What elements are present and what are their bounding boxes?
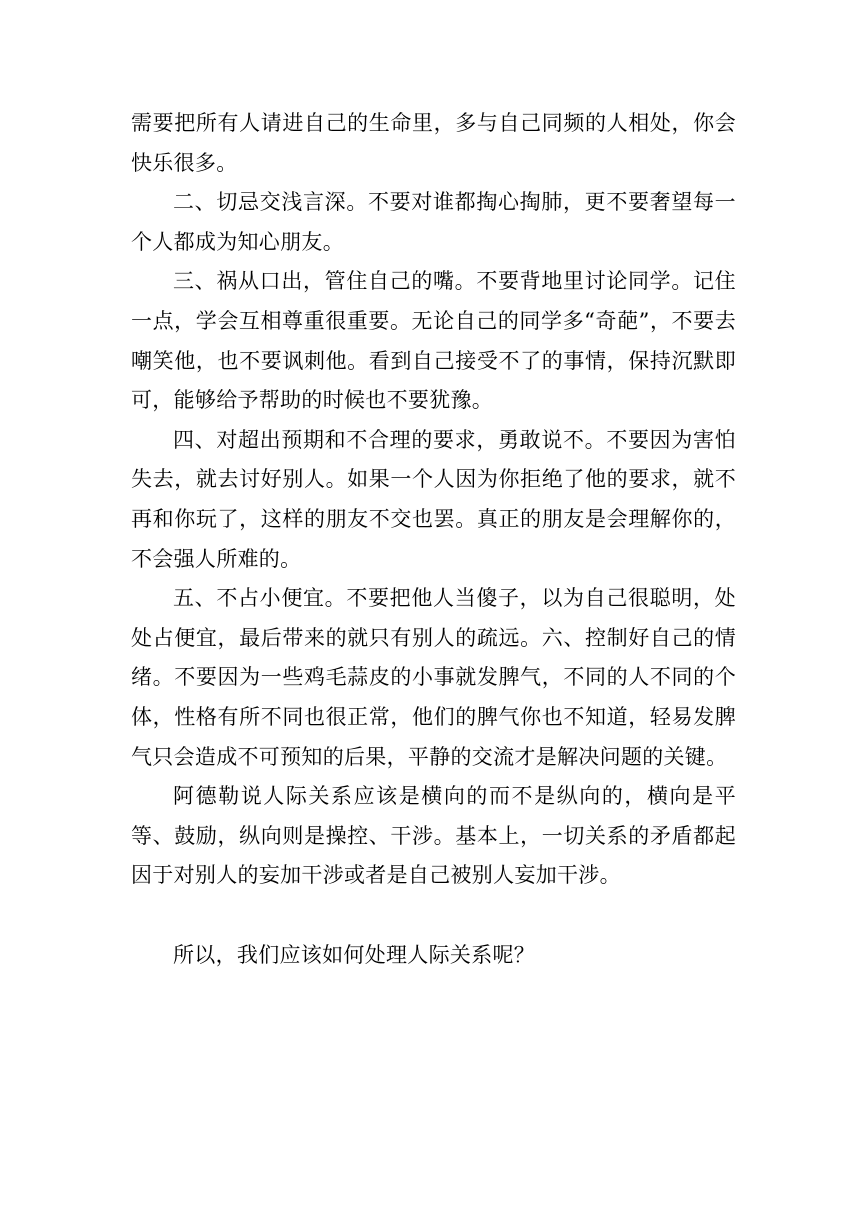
paragraph-point-five-six: 五、不占小便宜。不要把他人当傻子，以为自己很聪明，处处占便宜，最后带来的就只有别人的疏远。六、控制好自己的情绪。不要因为一些鸡毛蒜皮的小事就发脾气，不同的人不同的个体，性格有所不同也很正常，他们的脾气你也不知道，轻易发脾气只会造成不可预知的后果，平静的交流才是解决问题的关键。 (131, 586, 736, 769)
paragraph-point-three: 三、祸从口出，管住自己的嘴。不要背地里讨论同学。记住一点，学会互相尊重很重要。无论自己的同学多“奇葩”，不要去嘲笑他，也不要讽刺他。看到自己接受不了的事情，保持沉默即可，能够给予帮助的时候也不要犹豫。 (131, 269, 736, 413)
paragraph-point-four: 四、对超出预期和不合理的要求，勇敢说不。不要因为害怕失去，就去讨好别人。如果一个人因为你拒绝了他的要求，就不再和你玩了，这样的朋友不交也罢。真正的朋友是会理解你的，不会强人所难的。 (131, 427, 736, 571)
paragraph-adler-quote: 阿德勒说人际关系应该是横向的而不是纵向的，横向是平等、鼓励，纵向则是操控、干涉。基本上，一切关系的矛盾都起因于对别人的妄加干涉或者是自己被别人妄加干涉。 (131, 784, 736, 888)
paragraph-continuation: 需要把所有人请进自己的生命里，多与自己同频的人相处，你会快乐很多。 (131, 111, 736, 175)
paragraph-point-two: 二、切忌交浅言深。不要对谁都掏心掏肺，更不要奢望每一个人都成为知心朋友。 (131, 190, 736, 254)
paragraph-question: 所以，我们应该如何处理人际关系呢？ (173, 942, 536, 967)
document-body (131, 104, 736, 975)
